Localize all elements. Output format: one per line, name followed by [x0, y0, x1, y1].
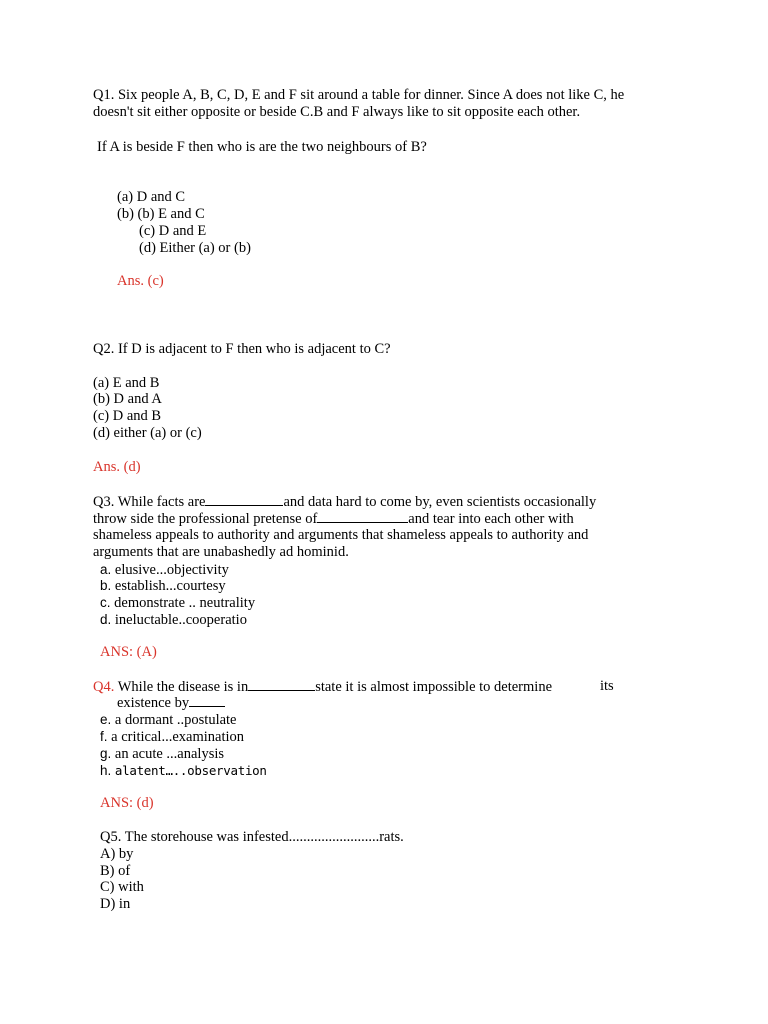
q4-text-line-2	[117, 694, 225, 712]
q3-text-line-4: arguments that are unabashedly ad hominid.	[93, 544, 349, 560]
q3-answer: ANS: (A)	[100, 644, 157, 660]
q4-blank-2	[189, 694, 225, 707]
q2-answer: Ans. (d)	[93, 459, 141, 475]
q1-text-line-2: doesn't sit either opposite or beside C.B and F always like to sit opposite each other.	[93, 104, 581, 120]
q4-blank-1	[248, 678, 315, 691]
q4-option-h-text: alatent…..observation	[114, 763, 267, 778]
q2-option-c: (c) D and B	[93, 408, 162, 424]
q3-option-a-text: elusive...objectivity	[114, 562, 229, 578]
q3-option-c	[100, 594, 255, 612]
q3-text-line-1	[93, 493, 596, 511]
q1-option-d: (d) Either (a) or (b)	[139, 240, 251, 256]
q1-option-b: (b) (b) E and C	[117, 206, 205, 222]
q1-text-line-1: Q1. Six people A, B, C, D, E and F sit around a table for dinner. Since A does not like C, he	[93, 87, 625, 103]
q4-option-f-text: a critical...examination	[111, 729, 244, 745]
q4-option-e	[100, 711, 237, 729]
q3-option-d-text: ineluctable..cooperatio	[114, 612, 247, 628]
q4-option-g	[100, 745, 224, 763]
q4-text-part-1b: state it is almost impossible to determine	[315, 679, 553, 695]
q3-text-line-3: shameless appeals to authority and arguments that shameless appeals to authority and	[93, 527, 589, 543]
q3-option-b-text: establish...courtesy	[114, 578, 226, 594]
q2-option-b: (b) D and A	[93, 391, 162, 407]
q3-option-a-letter: a.	[100, 562, 112, 577]
q4-option-g-text: an acute ...analysis	[114, 746, 225, 762]
q4-text-part-1c: its	[600, 678, 614, 694]
q4-answer: ANS: (d)	[100, 795, 154, 811]
q3-text-part-1a: Q3. While facts are	[93, 494, 206, 510]
q1-option-a: (a) D and C	[117, 189, 186, 205]
q5-option-b: B) of	[100, 863, 131, 879]
q2-option-d: (d) either (a) or (c)	[93, 425, 202, 441]
q5-option-d: D) in	[100, 896, 131, 912]
q3-option-d	[100, 611, 247, 629]
q4-text-part-2: existence by	[117, 695, 190, 711]
q3-option-b	[100, 577, 226, 595]
q1-option-c: (c) D and E	[139, 223, 207, 239]
q4-option-h	[100, 762, 267, 780]
q4-option-f	[100, 728, 244, 746]
q3-option-d-letter: d.	[100, 612, 112, 627]
q3-text-part-2b: and tear into each other with	[408, 511, 574, 527]
q5-question: Q5. The storehouse was infested.........................rats.	[100, 829, 404, 845]
q4-option-e-text: a dormant ..postulate	[114, 712, 237, 728]
q4-number: Q4.	[93, 679, 115, 695]
q3-option-b-letter: b.	[100, 578, 112, 593]
q3-blank-1	[205, 493, 283, 506]
q1-question: If A is beside F then who is are the two neighbours of B?	[97, 139, 427, 155]
q3-option-c-letter: c.	[100, 595, 111, 610]
q4-text-part-1a: While the disease is in	[117, 679, 249, 695]
q2-option-a: (a) E and B	[93, 375, 160, 391]
q3-text-part-2a: throw side the professional pretense of	[93, 511, 318, 527]
q3-blank-2	[317, 510, 408, 523]
q4-option-g-letter: g.	[100, 746, 112, 761]
q4-option-f-letter: f.	[100, 729, 108, 744]
q4-option-e-letter: e.	[100, 712, 112, 727]
q3-text-part-1b: and data hard to come by, even scientists occasionally	[283, 494, 597, 510]
q1-answer: Ans. (c)	[117, 273, 164, 289]
q3-option-c-text: demonstrate .. neutrality	[114, 595, 256, 611]
q2-question: Q2. If D is adjacent to F then who is adjacent to C?	[93, 341, 391, 357]
q3-text-line-2	[93, 510, 574, 528]
q5-option-c: C) with	[100, 879, 144, 895]
q5-option-a: A) by	[100, 846, 134, 862]
q4-option-h-letter: h.	[100, 763, 112, 778]
